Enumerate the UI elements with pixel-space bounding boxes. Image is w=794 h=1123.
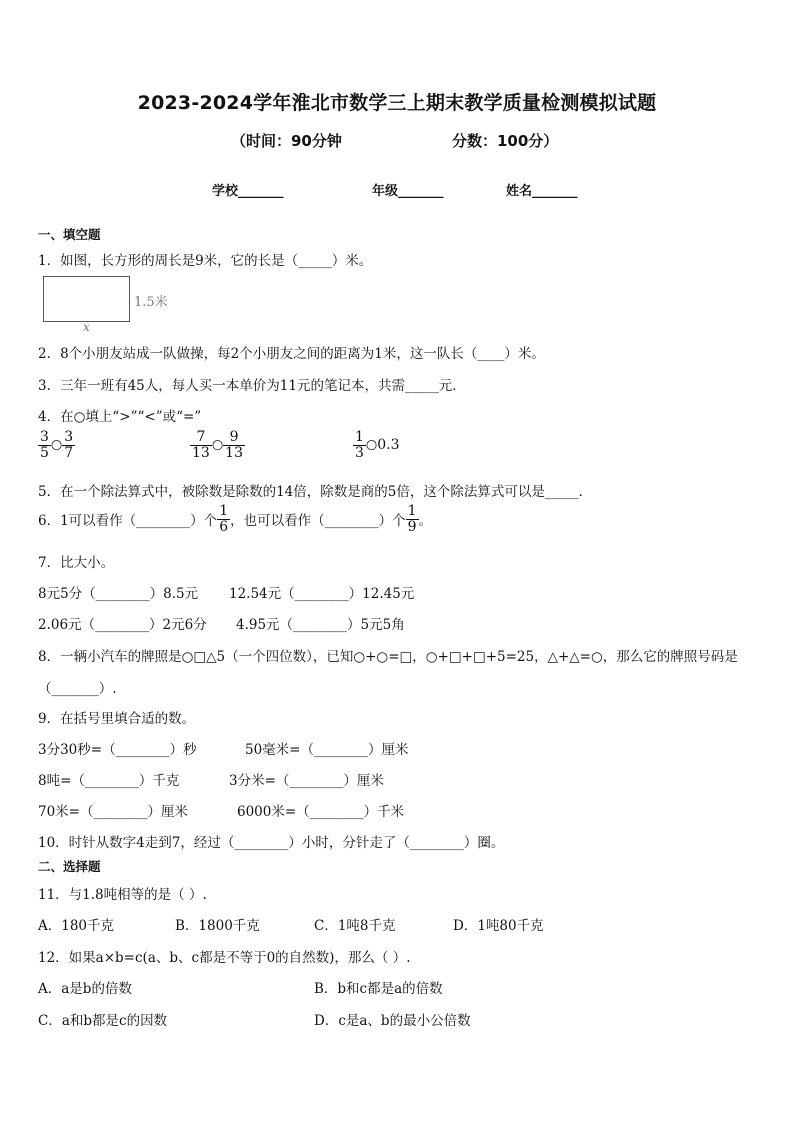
section-fill-in-heading: 一、填空题: [38, 227, 101, 242]
q9-line1-right: 50毫米=（________）厘米: [245, 742, 409, 758]
fraction: $\frac{3}{5}$: [40, 429, 49, 461]
q7-line2-left: 2.06元（________）2元6分: [38, 617, 207, 633]
fraction: $\frac{9}{13}$: [225, 429, 243, 461]
q11-option-a: A．180千克: [38, 918, 115, 934]
question-8: 8．一辆小汽车的牌照是○□△5（一个四位数），已知○+○=□，○+□+□+5=25，△+△=○，那么它的牌照号码是: [38, 649, 738, 665]
exam-score: 分数：100分）: [452, 132, 559, 150]
q11-option-c: C．1吨8千克: [314, 918, 396, 934]
question-9: 9．在括号里填合适的数。: [38, 711, 196, 727]
fraction-one-ninth: $\frac{1}{9}$: [407, 503, 417, 535]
comparison-c: [353, 430, 400, 460]
question-7: 7．比大小。: [38, 555, 115, 571]
compare-circle: ○: [50, 437, 63, 453]
grade-field: 年级_______: [372, 184, 444, 199]
q9-line2-right: 3分米=（________）厘米: [229, 773, 384, 789]
q12-option-a: A．a是b的倍数: [38, 981, 132, 997]
school-field: 学校_______: [212, 184, 284, 199]
q9-line2-left: 8吨=（________）千克: [38, 773, 180, 789]
q9-line3-right: 6000米=（________）千米: [237, 804, 405, 820]
q12-option-c: C．a和b都是c的因数: [38, 1013, 168, 1029]
decimal-value: 0.3: [377, 437, 400, 454]
section-choice-heading: 二、选择题: [38, 859, 101, 874]
question-8-answer: （_______）.: [38, 681, 117, 697]
question-5: 5．在一个除法算式中，被除数是除数的14倍，除数是商的5倍，这个除法算式可以是_____．: [38, 484, 593, 500]
question-4: 4．在○填上“>”“<”或“=”: [38, 409, 202, 425]
question-10: 10．时针从数字4走到7，经过（________）小时，分针走了（________）圈。: [38, 835, 505, 851]
q11-option-b: B．1800千克: [175, 918, 260, 934]
question-12: 12．如果a×b=c(a、b、c都是不等于0的自然数)，那么（ ）.: [38, 950, 411, 966]
fraction: $\frac{3}{7}$: [64, 429, 74, 461]
name-field: 姓名_______: [506, 184, 578, 199]
q6-text-end: 。: [418, 513, 433, 530]
q6-text-start: 6．1可以看作（________）个: [38, 513, 218, 530]
question-2: 2．8个小朋友站成一队做操，每2个小朋友之间的距离为1米，这一队长（____）米。: [38, 346, 545, 362]
compare-circle: ○: [211, 437, 224, 453]
q9-line1-left: 3分30秒=（________）秒: [38, 742, 197, 758]
compare-circle: ○: [365, 437, 378, 453]
q12-option-b: B．b和c都是a的倍数: [314, 981, 443, 997]
comparison-a: [38, 430, 75, 460]
q9-line3-left: 70米=（________）厘米: [38, 804, 188, 820]
page-title: 2023-2024学年淮北市数学三上期末教学质量检测模拟试题: [137, 92, 657, 114]
q7-line2-right: 4.95元（________）5元5角: [236, 617, 405, 633]
question-6: [38, 504, 432, 534]
question-1: 1．如图，长方形的周长是9米，它的长是（_____）米。: [38, 253, 373, 269]
q6-text-mid: ，也可以看作（________）个: [230, 513, 406, 530]
q7-line1-right: 12.54元（________）12.45元: [229, 586, 415, 602]
rectangle-width-label: 1.5米: [134, 295, 168, 310]
question-11: 11．与1.8吨相等的是（ ）.: [38, 887, 207, 903]
exam-time: （时间：90分钟: [231, 132, 342, 150]
question-3: 3．三年一班有45人，每人买一本单价为11元的笔记本，共需_____元．: [38, 378, 466, 394]
comparison-b: [190, 430, 245, 460]
fraction: $\frac{1}{3}$: [355, 429, 364, 461]
q11-option-d: D．1吨80千克: [453, 918, 544, 934]
q7-line1-left: 8元5分（________）8.5元: [38, 586, 199, 602]
q12-option-d: D．c是a、b的最小公倍数: [314, 1013, 471, 1029]
fraction: $\frac{7}{13}$: [192, 429, 210, 461]
rectangle-figure: [43, 276, 130, 322]
fraction-one-sixth: $\frac{1}{6}$: [219, 503, 229, 535]
rectangle-length-label: x: [83, 320, 90, 334]
